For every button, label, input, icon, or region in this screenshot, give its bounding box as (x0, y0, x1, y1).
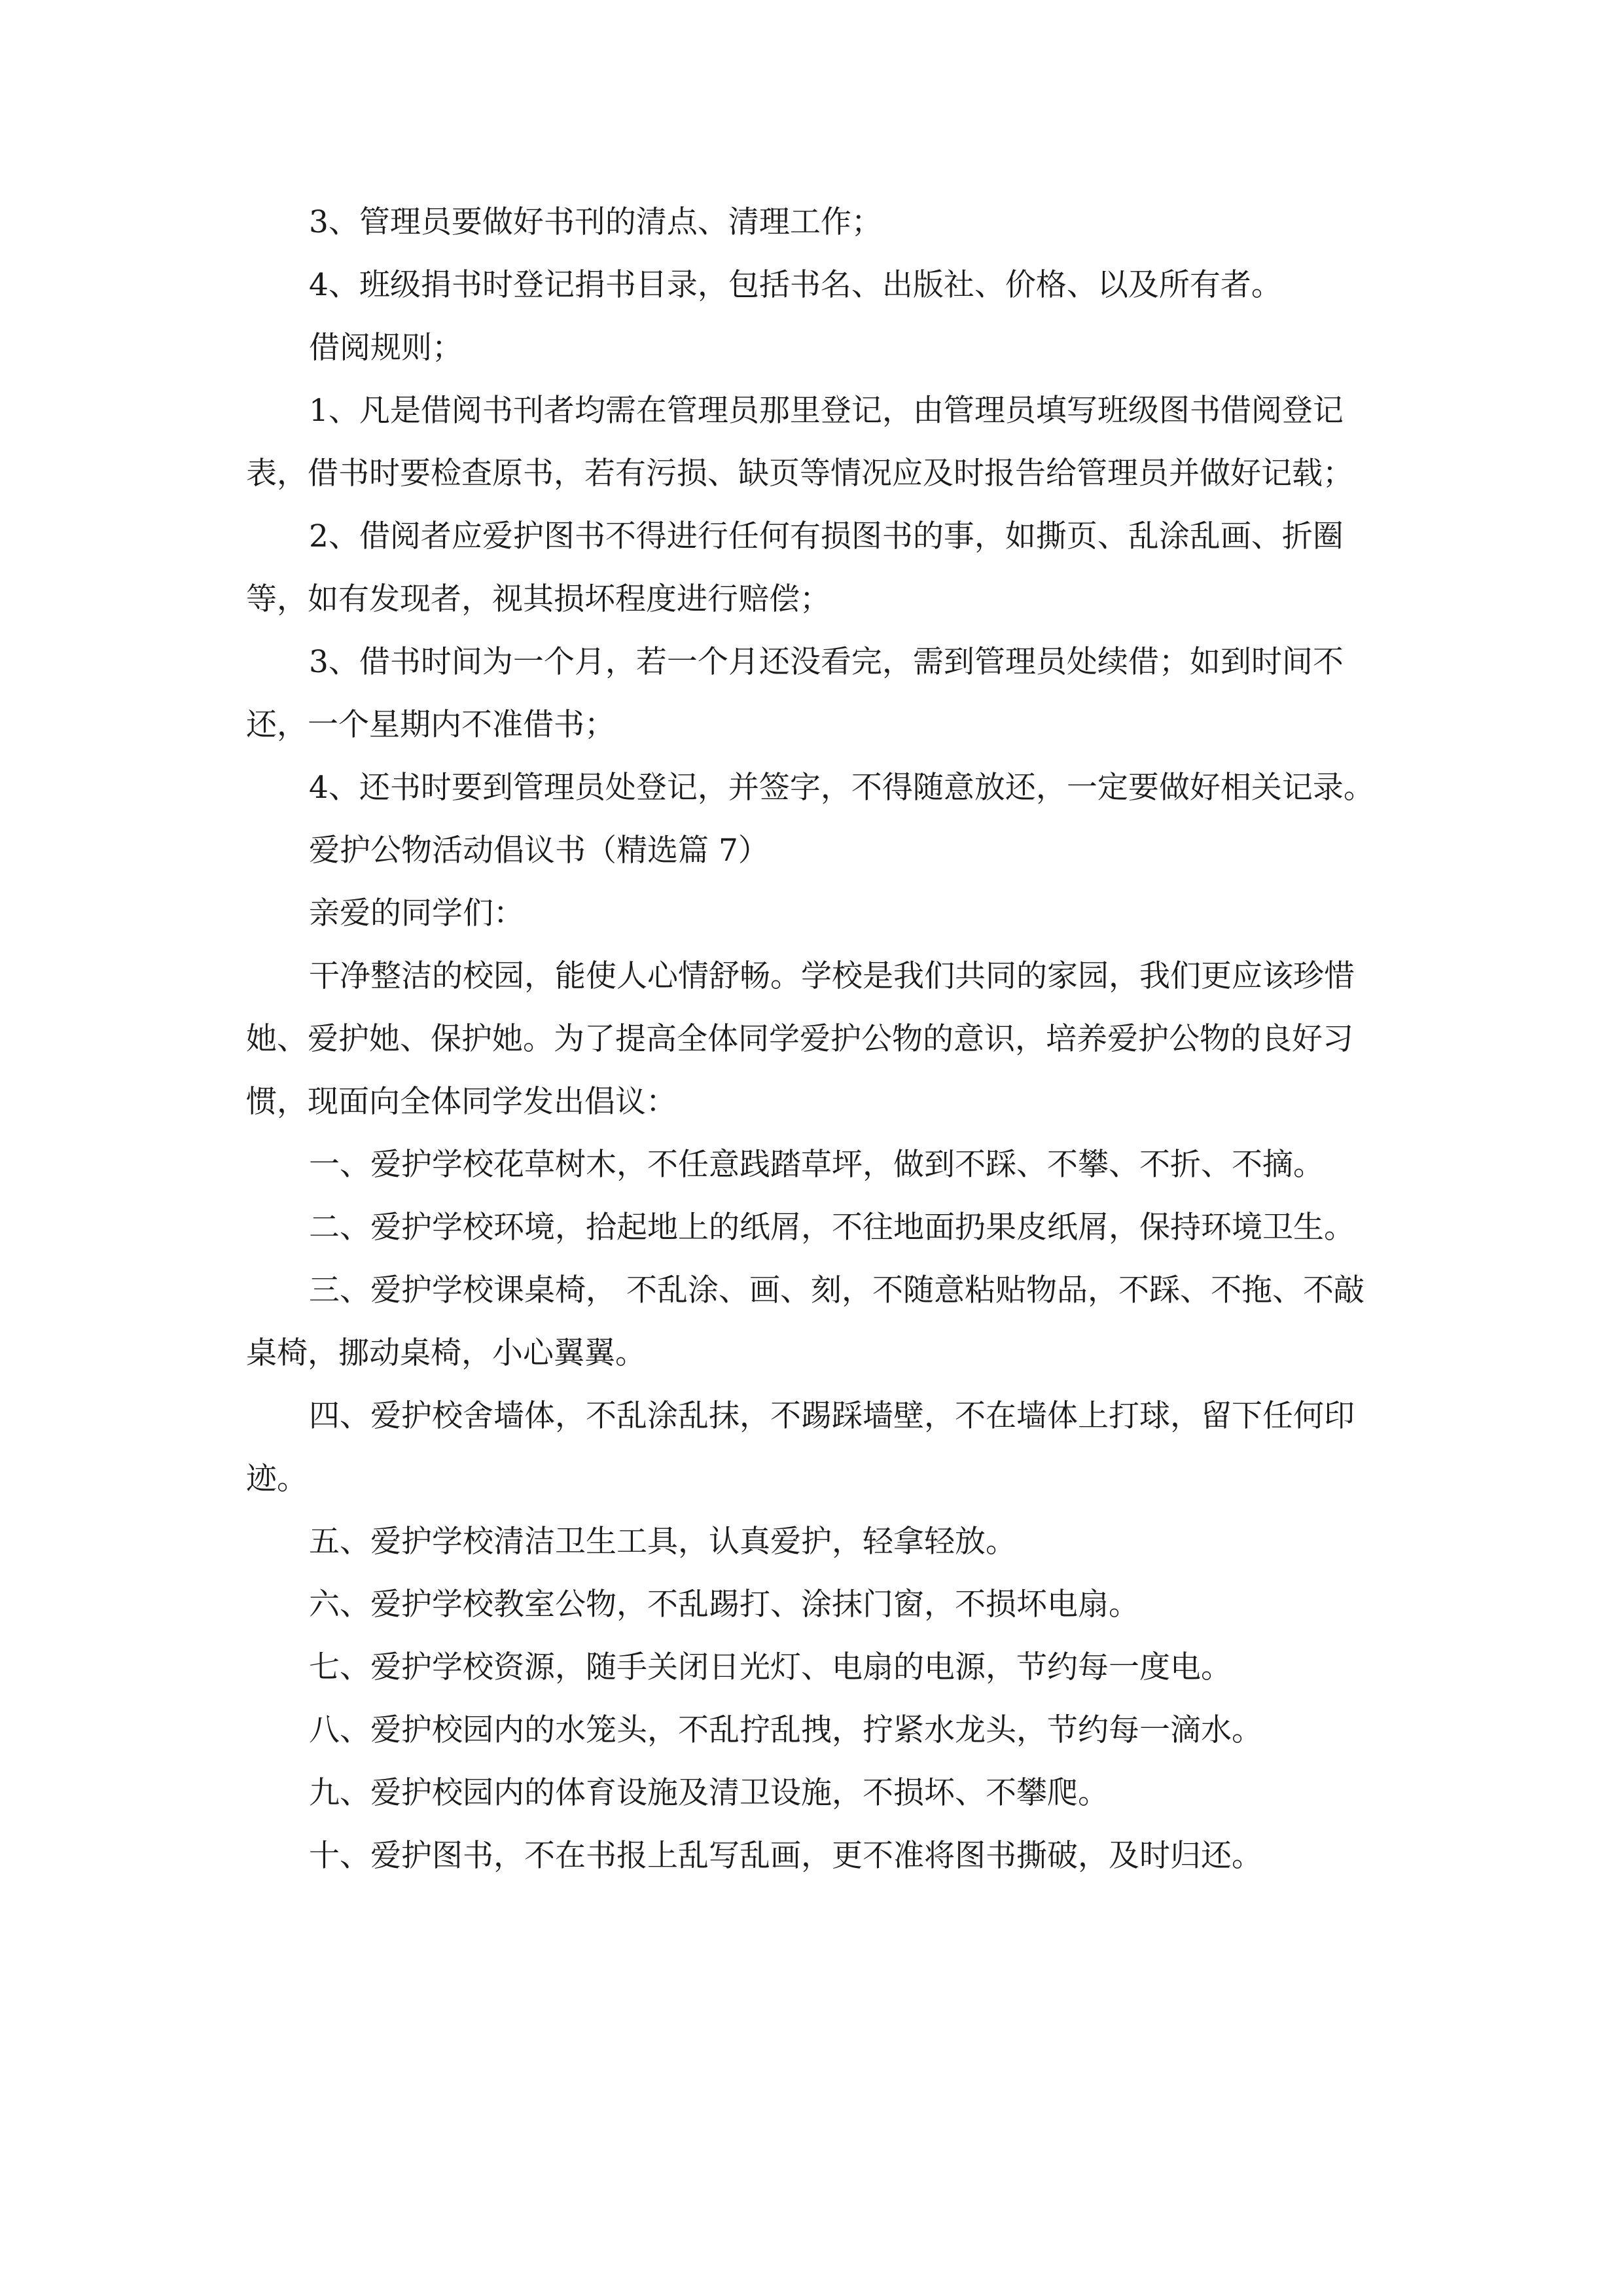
list-item: 四、爱护校舍墙体，不乱涂乱抹，不踢踩墙壁，不在墙体上打球，留下任何印迹。 (246, 1398, 1355, 1497)
article-title: 爱护公物活动倡议书（精选篇 7） (309, 833, 769, 869)
list-item: 十、爱护图书，不在书报上乱写乱画，更不准将图书撕破，及时归还。 (309, 1838, 1262, 1874)
paragraph: 干净整洁的校园，能使人心情舒畅。学校是我们共同的家园，我们更应该珍惜她、爱护她、保护她。为了提高全体同学爱护公物的意识，培养爱护公物的良好习惯，现面向全体同学发出倡议： (246, 958, 1355, 1120)
paragraph: 4、班级捐书时登记捐书目录，包括书名、出版社、价格、以及所有者。 (309, 267, 1282, 303)
list-item: 二、爱护学校环境，拾起地上的纸屑，不往地面扔果皮纸屑，保持环境卫生。 (309, 1210, 1355, 1246)
list-item: 八、爱护校园内的水笼头，不乱拧乱拽，拧紧水龙头，节约每一滴水。 (309, 1712, 1262, 1748)
document-body (246, 191, 1391, 1888)
salutation: 亲爱的同学们： (309, 895, 524, 931)
paragraph: 3、管理员要做好书刊的清点、清理工作； (309, 204, 882, 240)
paragraph: 3、借书时间为一个月，若一个月还没看完，需到管理员处续借；如到时间不还，一个星期内不准借书； (246, 644, 1344, 743)
paragraph: 4、还书时要到管理员处登记，并签字，不得随意放还，一定要做好相关记录。 (309, 770, 1374, 806)
list-item: 五、爱护学校清洁卫生工具，认真爱护，轻拿轻放。 (309, 1524, 1016, 1560)
paragraph: 1、凡是借阅书刊者均需在管理员那里登记，由管理员填写班级图书借阅登记表，借书时要检查原书，若有污损、缺页等情况应及时报告给管理员并做好记载； (246, 393, 1353, 492)
list-item: 六、爱护学校教室公物，不乱踢打、涂抹门窗，不损坏电扇。 (309, 1587, 1139, 1623)
section-heading: 借阅规则； (309, 330, 463, 366)
list-item: 一、爱护学校花草树木，不任意践踏草坪，做到不踩、不攀、不折、不摘。 (309, 1147, 1324, 1183)
paragraph: 2、借阅者应爱护图书不得进行任何有损图书的事，如撕页、乱涂乱画、折圈等，如有发现者，视其损坏程度进行赔偿； (246, 518, 1344, 617)
list-item: 三、爱护学校课桌椅， 不乱涂、画、刻，不随意粘贴物品，不踩、不拖、不敲桌椅，挪动桌椅，小心翼翼。 (246, 1272, 1364, 1371)
list-item: 七、爱护学校资源，随手关闭日光灯、电扇的电源，节约每一度电。 (309, 1649, 1232, 1685)
list-item: 九、爱护校园内的体育设施及清卫设施，不损坏、不攀爬。 (309, 1775, 1109, 1811)
